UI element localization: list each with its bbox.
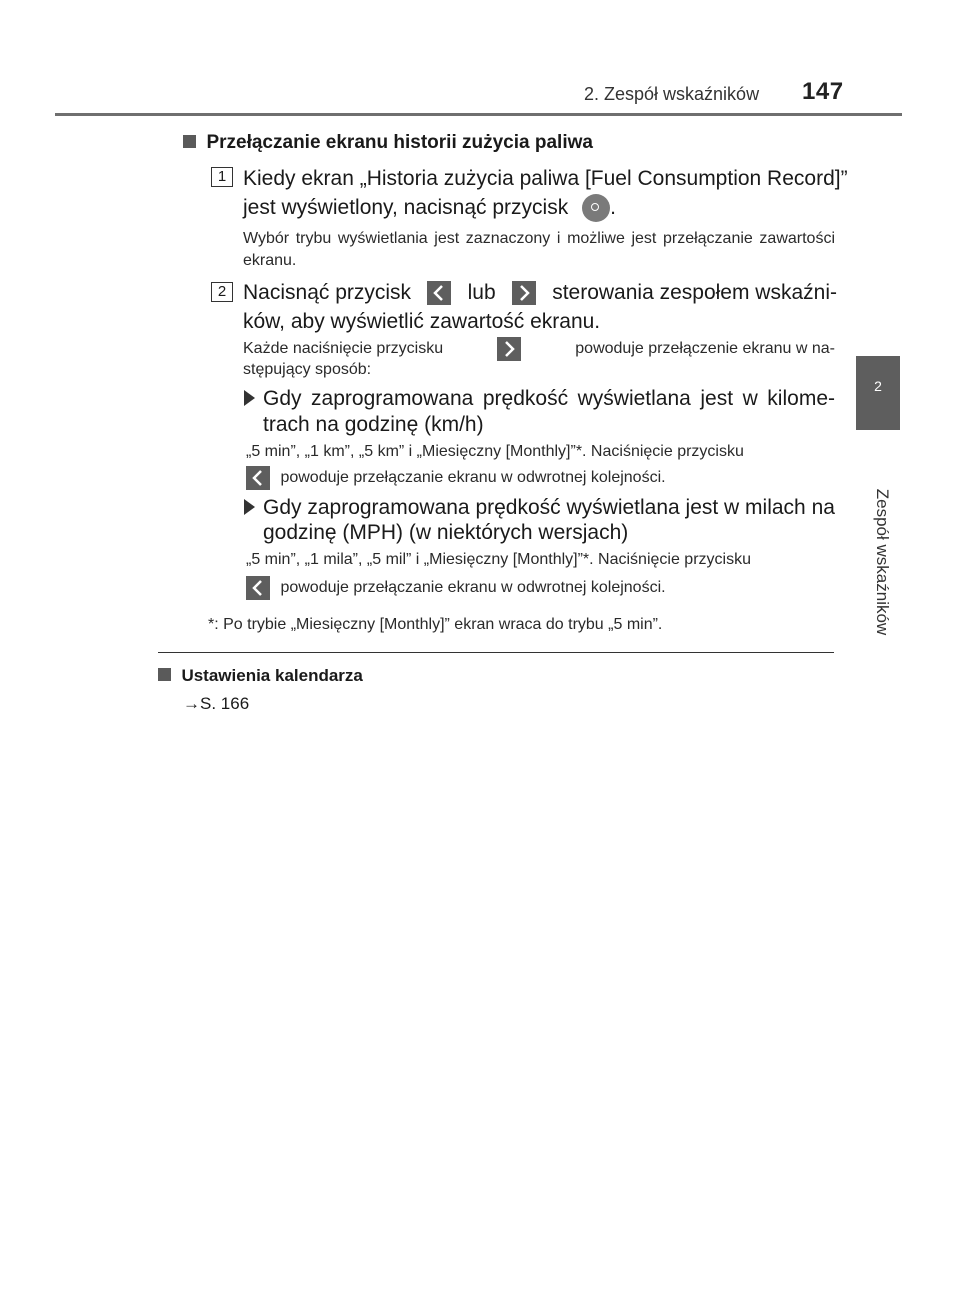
- step2-text-1: Nacisnąć przycisk: [243, 281, 412, 304]
- section2-title: Ustawienia kalendarza: [181, 666, 363, 685]
- step2-note-line1: [243, 337, 835, 361]
- ok-button-icon: [582, 194, 610, 222]
- step2-note-b: powoduje przełączenie ekranu w na-: [575, 340, 835, 357]
- step-number-2: 2: [211, 282, 233, 302]
- bullet2-line2: godzinę (MPH) (w niektórych wersjach): [263, 521, 629, 544]
- bullet2-desc2-text: powoduje przełączanie ekranu w odwrotnej kolejności.: [280, 579, 666, 597]
- chevron-left-button-icon: [246, 576, 270, 600]
- bullet1-desc2: [246, 466, 666, 490]
- step-number-1: 1: [211, 167, 233, 187]
- header-divider: [55, 113, 902, 116]
- step2-text-2: sterowania zespołem wskaźni-: [552, 281, 837, 304]
- cross-reference[interactable]: [183, 694, 249, 714]
- bullet1-desc1: „5 min”, „1 km”, „5 km” i „Miesięczny [Monthly]”*. Naciśnięcie przycisku: [246, 443, 744, 460]
- step1-line2-text: jest wyświetlony, nacisnąć przycisk: [243, 196, 569, 219]
- arrow-right-icon: →: [183, 694, 200, 713]
- section-title: Przełączanie ekranu historii zużycia paliwa: [206, 132, 593, 153]
- section-divider: [158, 652, 834, 653]
- square-bullet-icon: [183, 135, 196, 148]
- step1-note: Wybór trybu wyświetlania jest zaznaczony i możliwe jest przełączanie zawartości ekranu.: [243, 230, 835, 269]
- bullet1-line2: trach na godzinę (km/h): [263, 413, 484, 436]
- section-heading: [183, 132, 593, 154]
- bullet2-desc1: „5 min”, „1 mila”, „5 mil” i „Miesięczny [Monthly]”*. Naciśnięcie przycisku: [246, 551, 751, 568]
- step2-note-line2: stępujący sposób:: [243, 361, 372, 378]
- chapter-tab-number: 2: [874, 378, 882, 394]
- step2-line1: [243, 278, 837, 308]
- section2-heading: [158, 666, 363, 686]
- bullet2-line1: Gdy zaprogramowana prędkość wyświetlana jest w milach na: [263, 496, 835, 519]
- chevron-right-button-icon: [497, 337, 521, 361]
- bullet1-desc2-text: powoduje przełączanie ekranu w odwrotnej kolejności.: [280, 469, 666, 487]
- footnote: *: Po trybie „Miesięczny [Monthly]” ekran wraca do trybu „5 min”.: [208, 616, 663, 633]
- bullet2-desc2: [246, 576, 666, 600]
- bullet1-line1: Gdy zaprogramowana prędkość wyświetlana jest w kilome-: [263, 387, 835, 410]
- chevron-left-button-icon: [427, 281, 451, 305]
- running-header-section: 2. Zespół wskaźników: [584, 84, 760, 104]
- chapter-tab-label: Zespół wskaźników: [873, 488, 892, 636]
- triangle-right-icon: [244, 499, 255, 520]
- step2-text-lub: lub: [467, 281, 496, 304]
- step1-line2: [243, 193, 616, 223]
- cross-reference-page[interactable]: S. 166: [200, 694, 250, 713]
- page-number: 147: [802, 78, 844, 105]
- chevron-left-button-icon: [246, 466, 270, 490]
- step2-note-a: Każde naciśnięcie przycisku: [243, 340, 444, 357]
- step1-line2-end: .: [610, 196, 616, 219]
- chevron-right-button-icon: [512, 281, 536, 305]
- step1-line1: Kiedy ekran „Historia zużycia paliwa [Fuel Consumption Record]”: [243, 167, 848, 190]
- step2-line2: ków, aby wyświetlić zawartość ekranu.: [243, 310, 601, 333]
- triangle-right-icon: [244, 390, 255, 411]
- square-bullet-icon: [158, 668, 171, 681]
